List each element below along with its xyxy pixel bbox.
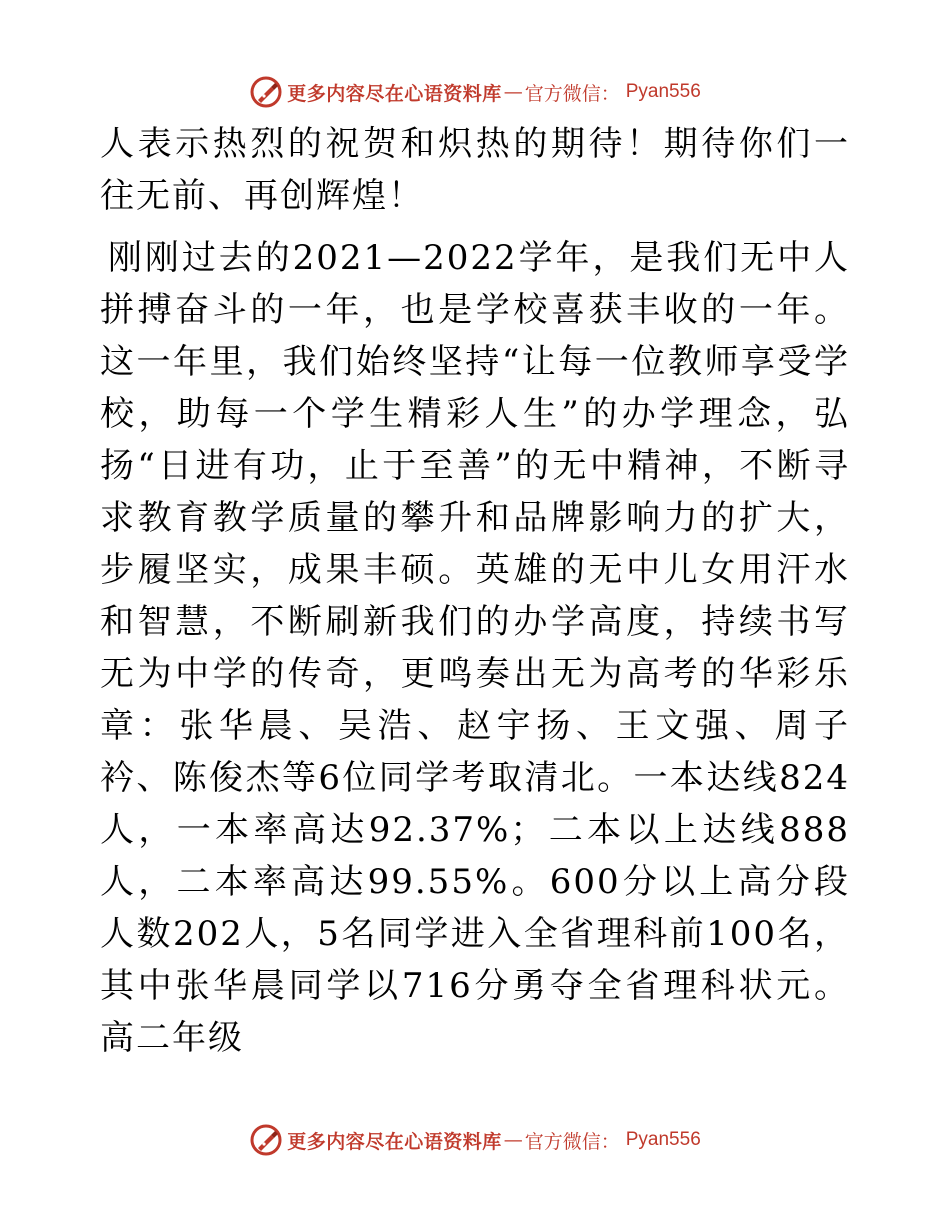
paragraph-2: 刚刚过去的2021—2022学年，是我们无中人拼搏奋斗的一年，也是学校喜获丰收的一年。这一年里，我们始终坚持“让每一位教师享受学校，助每一个学生精彩人生”的办学理念，弘扬“日进有功，止于至善”的无中精神，不断寻求教育教学质量的攀升和品牌影响力的扩大，步履坚实，成果丰硕。英雄的无中儿女用汗水和智慧，不断刷新我们的办学高度，持续书写无为中学的传奇，更鸣奏出无为高考的华彩乐章：张华晨、吴浩、赵宇扬、王文强、周子衿、陈俊杰等6位同学考取清北。一本达线824人，一本率高达92.37%；二本以上达线888人，二本率高达99.55%。600分以上高分段人数202人，5名同学进入全省理科前100名，其中张华晨同学以716分勇夺全省理科状元。高二年级 bbox=[100, 238, 850, 1058]
header-watermark bbox=[0, 72, 950, 112]
paragraph-1: 人表示热烈的祝贺和炽热的期待！期待你们一往无前、再创辉煌！ bbox=[100, 124, 850, 216]
watermark-wechat-id: Pyan556 bbox=[625, 1129, 701, 1150]
watermark-brand-text: 更多内容尽在心语资料库 bbox=[287, 82, 502, 105]
document-body bbox=[100, 118, 850, 1064]
watermark-wechat-id: Pyan556 bbox=[625, 81, 701, 102]
watermark-wechat-label: 官方微信： bbox=[524, 1130, 620, 1153]
watermark-dash: — bbox=[503, 1129, 523, 1151]
footer-watermark bbox=[0, 1120, 950, 1160]
watermark-wechat-label: 官方微信： bbox=[524, 82, 620, 105]
watermark-dash: — bbox=[503, 81, 523, 103]
watermark-brand-text: 更多内容尽在心语资料库 bbox=[287, 1130, 502, 1153]
pen-nib-logo-icon bbox=[249, 75, 283, 109]
pen-nib-logo-icon bbox=[249, 1123, 283, 1157]
